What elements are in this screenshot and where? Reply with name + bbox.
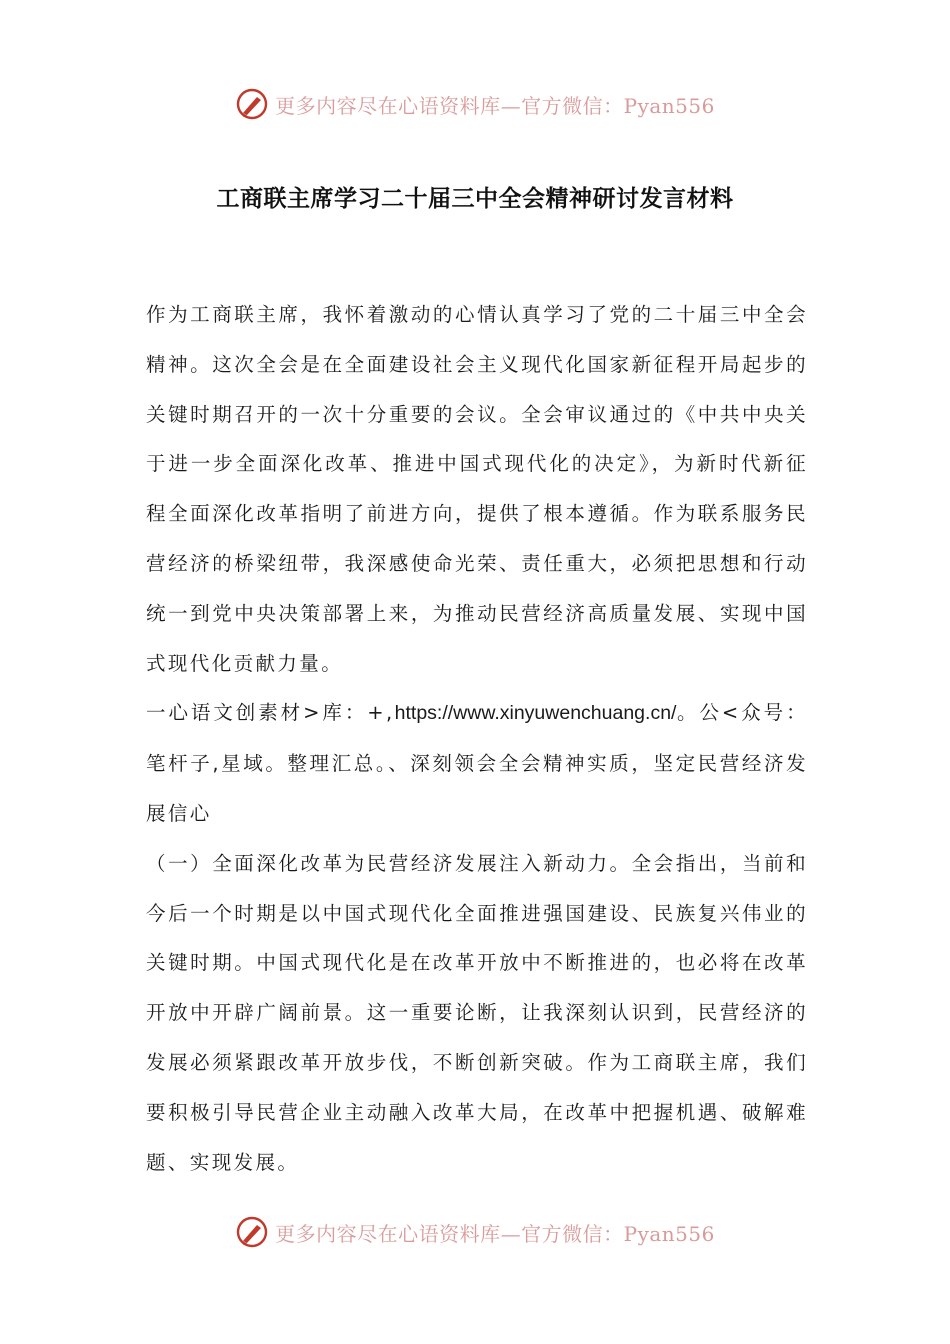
- document-title: 工商联主席学习二十届三中全会精神研讨发言材料: [216, 186, 734, 212]
- footer-watermark-text: 更多内容尽在心语资料库—官方微信：Pyan556: [275, 1221, 715, 1246]
- pen-logo-icon: [235, 87, 269, 121]
- paragraph-section-one: （一）全面深化改革为民营经济发展注入新动力。全会指出，当前和今后一个时期是以中国式现代化全面推进强国建设、民族复兴伟业的关键时期。中国式现代化是在改革开放中不断推进的，也必将在改革开放中开辟广阔前景。这一重要论断，让我深刻认识到，民营经济的发展必须紧跟改革开放步伐，不断创新突破。作为工商联主席，我们要积极引导民营企业主动融入改革大局，在改革中把握机遇、破解难题、实现发展。: [146, 851, 808, 1174]
- header-watermark-banner: [0, 84, 950, 124]
- source-url-link[interactable]: https://www.xinyuwenchuang.cn/: [394, 702, 677, 725]
- document-body: [146, 290, 808, 1187]
- source-note-suffix: 。公<众号：笔杆子,星域。整理汇总。、深刻领会全会精神实质，坚定民营经济发展信心: [146, 701, 808, 825]
- paragraph-source-note: [146, 688, 808, 838]
- pen-logo-icon: [235, 1215, 269, 1249]
- source-note-prefix: 一心语文创素材>库：+,: [146, 701, 395, 725]
- paragraph-intro: 作为工商联主席，我怀着激动的心情认真学习了党的二十届三中全会精神。这次全会是在全面建设社会主义现代化国家新征程开局起步的关键时期召开的一次十分重要的会议。全会审议通过的《中共中央关于进一步全面深化改革、推进中国式现代化的决定》，为新时代新征程全面深化改革指明了前进方向，提供了根本遵循。作为联系服务民营经济的桥梁纽带，我深感使命光荣、责任重大，必须把思想和行动统一到党中央决策部署上来，为推动民营经济高质量发展、实现中国式现代化贡献力量。: [146, 303, 808, 675]
- footer-watermark-banner: [0, 1212, 950, 1252]
- header-watermark-text: 更多内容尽在心语资料库—官方微信：Pyan556: [275, 93, 715, 118]
